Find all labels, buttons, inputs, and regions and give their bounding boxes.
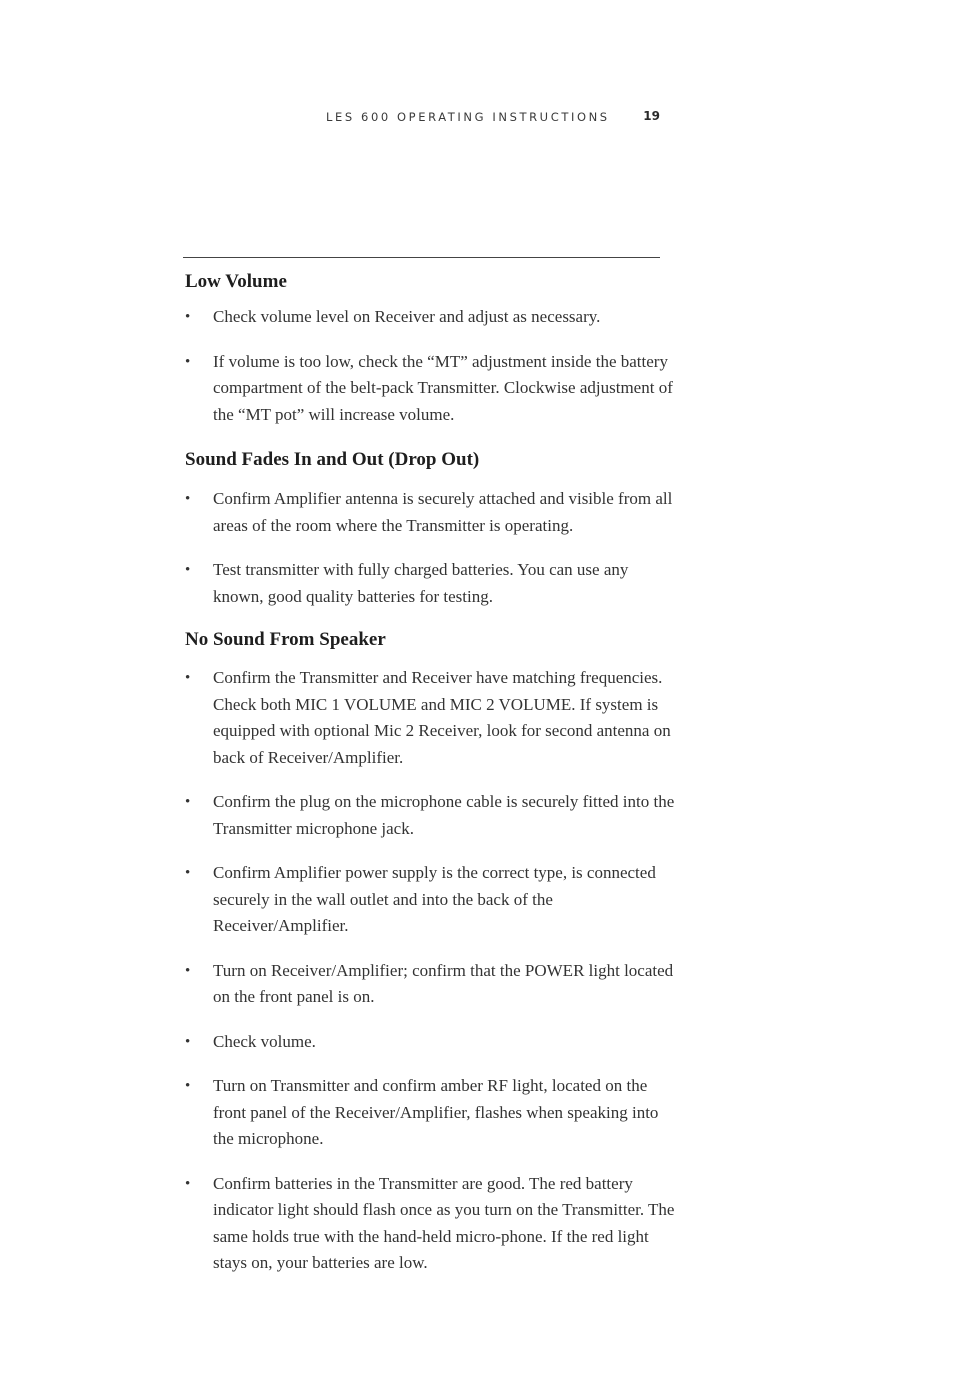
bullet-icon: • bbox=[185, 670, 191, 686]
list-item-text: Check volume level on Receiver and adjust as necessary. bbox=[213, 307, 601, 326]
list-item bbox=[185, 557, 675, 610]
list-item bbox=[185, 1171, 675, 1277]
list-item bbox=[185, 665, 675, 771]
list-item-text: Confirm Amplifier antenna is securely attached and visible from all areas of the room where the Transmitter is operating. bbox=[213, 489, 673, 535]
list-sound-fades bbox=[185, 486, 675, 610]
list-item-text: Check volume. bbox=[213, 1031, 316, 1051]
list-item bbox=[185, 304, 675, 331]
bullet-icon: • bbox=[185, 491, 191, 507]
bullet-icon: • bbox=[185, 353, 191, 370]
bullet-icon: • bbox=[185, 1175, 191, 1192]
list-item-text: Confirm the plug on the microphone cable is securely fitted into the Transmitter microphone jack. bbox=[213, 792, 675, 838]
list-item-text: Turn on Receiver/Amplifier; confirm that the POWER light located on the front panel is on. bbox=[213, 960, 674, 1006]
list-item-text: Turn on Transmitter and confirm amber RF light, located on the front panel of the Receiver/Amplifier, flashes when speaking into the microphone. bbox=[213, 1076, 659, 1148]
bullet-icon: • bbox=[185, 962, 191, 979]
bullet-icon: • bbox=[185, 1078, 191, 1094]
list-item-text: Confirm batteries in the Transmitter are good. The red battery indicator light should flash once as you turn on the Transmitter. The same holds true with the hand-held micro-phone. If the red light stays on, your batteries are low. bbox=[213, 1173, 675, 1272]
troubleshooting-content bbox=[185, 270, 675, 1277]
section-divider-rule bbox=[183, 257, 660, 258]
bullet-icon: • bbox=[185, 794, 191, 810]
page-number: 19 bbox=[643, 109, 660, 123]
bullet-icon: • bbox=[185, 1033, 191, 1050]
bullet-icon: • bbox=[185, 562, 191, 578]
list-item-text: Test transmitter with fully charged batteries. You can use any known, good quality batteries for testing. bbox=[213, 560, 629, 606]
heading-sound-fades: Sound Fades In and Out (Drop Out) bbox=[185, 449, 480, 470]
running-header bbox=[326, 108, 660, 126]
heading-low-volume: Low Volume bbox=[185, 271, 287, 292]
list-item bbox=[185, 958, 675, 1011]
list-item-text: Confirm the Transmitter and Receiver have matching frequencies. Check both MIC 1 VOLUME and MIC 2 VOLUME. If system is equipped with optional Mic 2 Receiver, look for second antenna on back of Receiver/Amplifier. bbox=[213, 668, 671, 767]
bullet-icon: • bbox=[185, 309, 191, 325]
list-item-text: If volume is too low, check the “MT” adjustment inside the battery compartment of the belt-pack Transmitter. Clockwise adjustment of the “MT pot” will increase volume. bbox=[213, 351, 673, 424]
list-item bbox=[185, 1073, 675, 1153]
list-no-sound bbox=[185, 665, 675, 1277]
list-low-volume bbox=[185, 304, 675, 428]
heading-no-sound: No Sound From Speaker bbox=[185, 629, 386, 650]
list-item-text: Confirm Amplifier power supply is the correct type, is connected securely in the wall outlet and into the back of the Receiver/Amplifier. bbox=[213, 863, 656, 935]
list-item bbox=[185, 1029, 675, 1056]
list-item bbox=[185, 789, 675, 842]
bullet-icon: • bbox=[185, 865, 191, 881]
list-item bbox=[185, 349, 675, 429]
list-item bbox=[185, 486, 675, 539]
running-title: LES 600 OPERATING INSTRUCTIONS bbox=[326, 110, 610, 124]
list-item bbox=[185, 860, 675, 940]
